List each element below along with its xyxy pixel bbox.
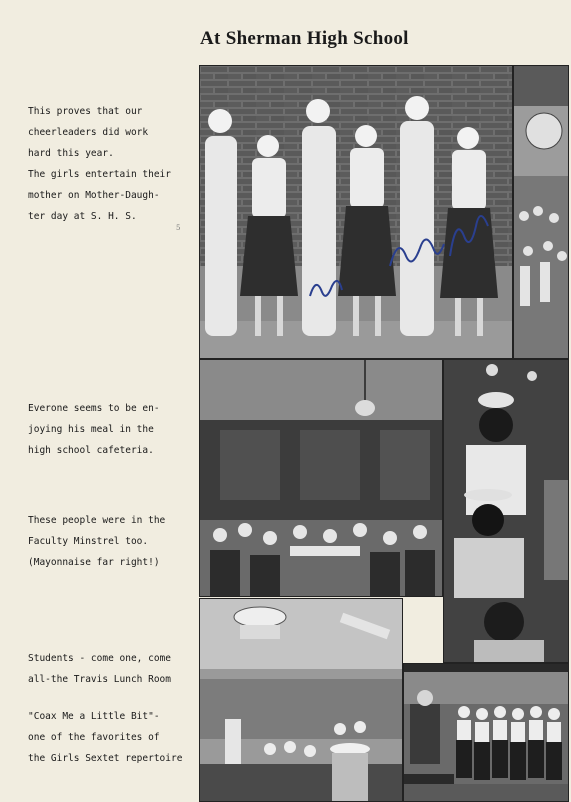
caption-line: all-the Travis Lunch Room <box>28 674 171 685</box>
caption-line: Students - come one, come <box>28 653 171 664</box>
caption-line: The girls entertain their <box>28 169 171 180</box>
caption-minstrel <box>28 510 178 573</box>
caption-line: cheerleaders did work <box>28 127 149 138</box>
girls-sextet-photo <box>403 663 569 802</box>
caption-cheerleaders <box>28 101 178 227</box>
cheerleaders-photo <box>199 65 513 359</box>
caption-line: Everone seems to be en- <box>28 403 160 414</box>
gym-photo <box>513 65 569 359</box>
caption-line: "Coax Me a Little Bit"- <box>28 711 160 722</box>
caption-lunch-room <box>28 648 178 690</box>
caption-line: Faculty Minstrel too. <box>28 536 149 547</box>
page-mark: 5 <box>176 224 181 232</box>
cafeteria-photo <box>199 359 443 597</box>
caption-line: These people were in the <box>28 515 166 526</box>
minstrel-photo <box>443 359 569 663</box>
caption-line: one of the favorites of <box>28 732 160 743</box>
caption-line: joying his meal in the <box>28 424 154 435</box>
caption-line: the Girls Sextet repertoire <box>28 753 183 764</box>
caption-line: ter day at S. H. S. <box>28 211 137 222</box>
caption-line: high school cafeteria. <box>28 445 154 456</box>
page-title: At Sherman High School <box>200 28 409 49</box>
lunch-room-photo <box>199 598 403 802</box>
caption-line: hard this year. <box>28 148 114 159</box>
caption-sextet <box>28 706 183 769</box>
caption-line: This proves that our <box>28 106 143 117</box>
caption-line: (Mayonnaise far right!) <box>28 557 160 568</box>
caption-line: mother on Mother-Daugh- <box>28 190 160 201</box>
caption-cafeteria <box>28 398 178 461</box>
